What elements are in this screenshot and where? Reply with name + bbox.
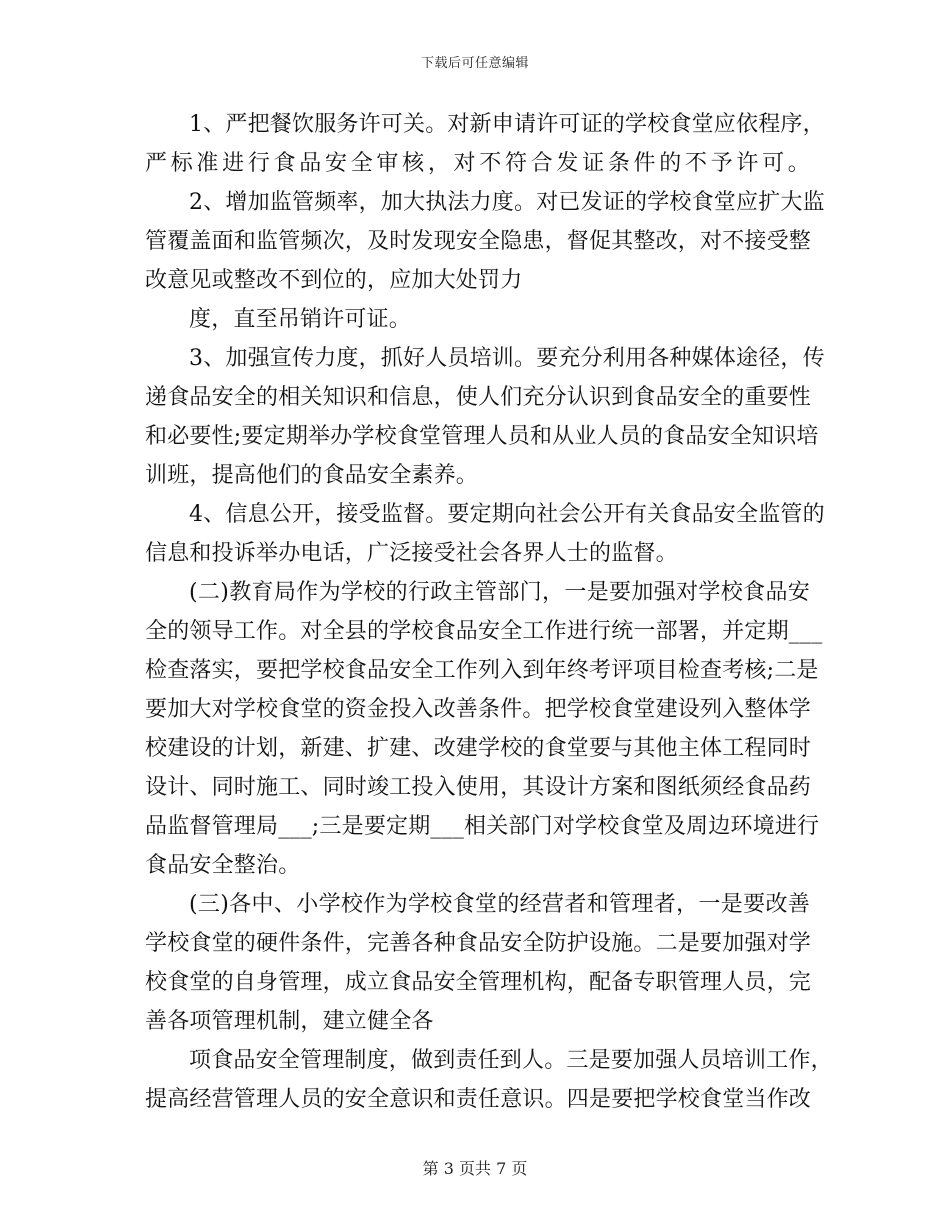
text-line: 食品安全整治。 — [145, 853, 301, 878]
text-line: 品监督管理局___;三是要定期___相关部门对学校食堂及周边环境进行 — [145, 814, 820, 839]
text-line: 4、信息公开，接受监督。要定期向社会公开有关食品安全监管的 — [189, 502, 825, 527]
text-line: 3、加强宣传力度，抓好人员培训。要充分利用各种媒体途径，传 — [189, 346, 825, 371]
text-line: 严标准进行食品安全审核，对不符合发证条件的不予许可。 — [145, 151, 810, 176]
text-line: 学校食堂的硬件条件，完善各种食品安全防护设施。二是要加强对学 — [145, 931, 812, 956]
text-line: 校食堂的自身管理，成立食品安全管理机构，配备专职管理人员，完 — [145, 970, 812, 995]
text-line: 检查落实，要把学校食品安全工作列入到年终考评项目检查考核;二是 — [145, 658, 819, 683]
text-line: 项食品安全管理制度，做到责任到人。三是要加强人员培训工作， — [189, 1048, 833, 1073]
text-line: (三)各中、小学校作为学校食堂的经营者和管理者，一是要改善 — [189, 892, 810, 917]
text-line: 校建设的计划，新建、扩建、改建学校的食堂要与其他主体工程同时 — [145, 736, 812, 761]
text-line: 提高经营管理人员的安全意识和责任意识。四是要把学校食堂当作改 — [145, 1087, 812, 1112]
text-line: 2、增加监管频率，加大执法力度。对已发证的学校食堂应扩大监 — [189, 190, 825, 215]
text-line: 改意见或整改不到位的，应加大处罚力 — [145, 268, 523, 293]
text-line: 管覆盖面和监管频次，及时发现安全隐患，督促其整改，对不接受整 — [145, 229, 812, 254]
text-line: 训班，提高他们的食品安全素养。 — [145, 463, 479, 488]
text-line: 善各项管理机制，建立健全各 — [145, 1009, 434, 1034]
text-line: 要加大对学校食堂的资金投入改善条件。把学校食堂建设列入整体学 — [145, 697, 812, 722]
text-line: 和必要性;要定期举办学校食堂管理人员和从业人员的食品安全知识培 — [145, 424, 819, 449]
text-line: 信息和投诉举办电话，广泛接受社会各界人士的监督。 — [145, 541, 678, 566]
page-footer: 第 3 页共 7 页 — [422, 1159, 528, 1178]
text-line: (二)教育局作为学校的行政主管部门，一是要加强对学校食品安 — [189, 580, 810, 605]
page-header: 下载后可任意编辑 — [420, 56, 529, 71]
text-line: 设计、同时施工、同时竣工投入使用，其设计方案和图纸须经食品药 — [145, 775, 812, 800]
text-line: 度，直至吊销许可证。 — [189, 307, 412, 332]
text-line: 全的领导工作。对全县的学校食品安全工作进行统一部署，并定期___ — [145, 619, 823, 644]
text-line: 1、严把餐饮服务许可关。对新申请许可证的学校食堂应依程序， — [189, 112, 825, 137]
text-line: 递食品安全的相关知识和信息，使人们充分认识到食品安全的重要性 — [145, 385, 812, 410]
document-body — [145, 105, 833, 1119]
